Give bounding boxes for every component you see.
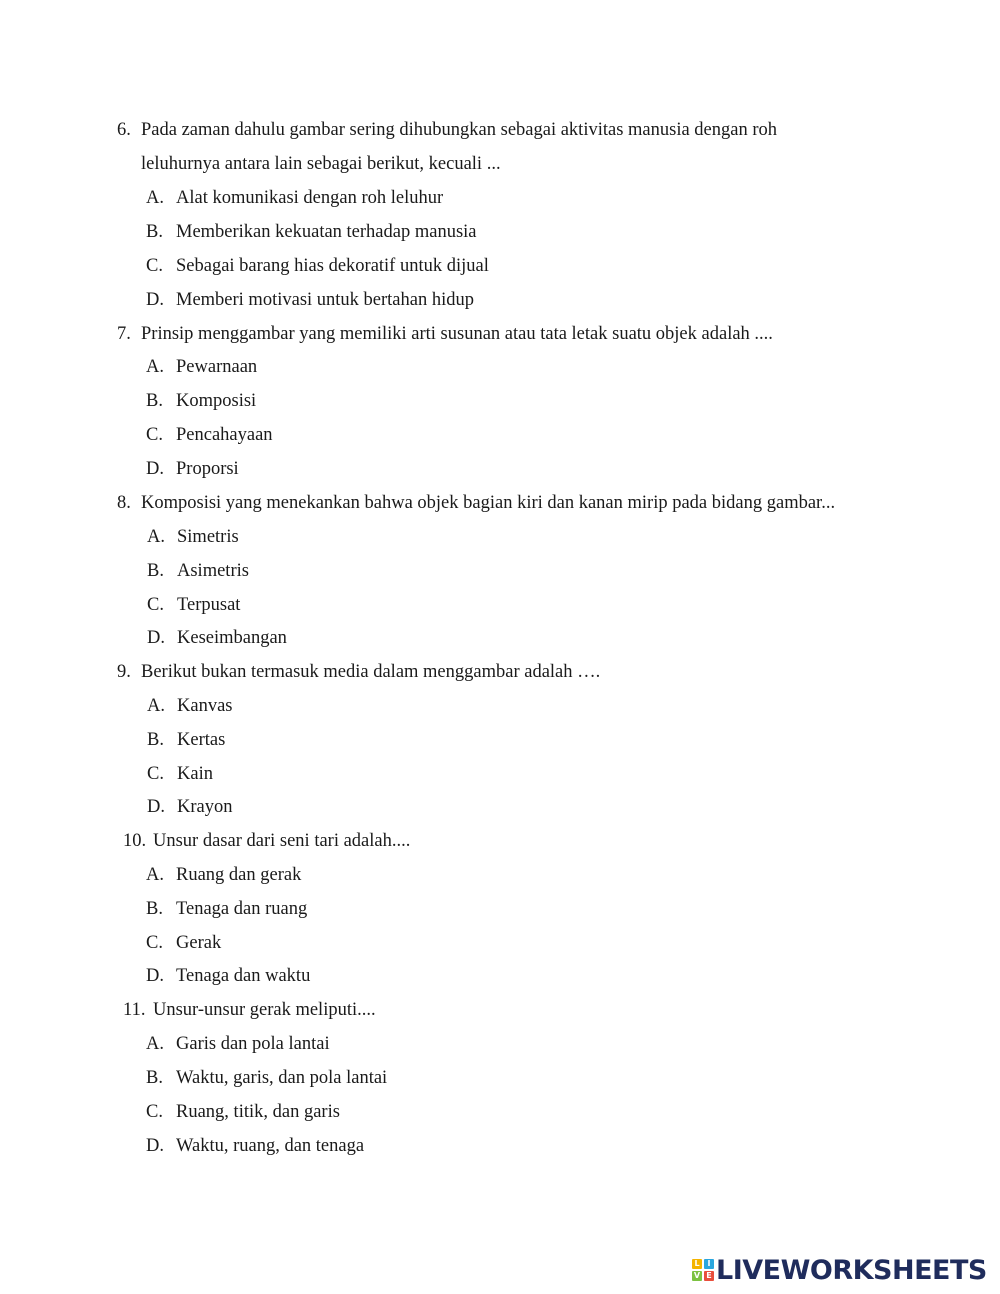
question-number: 9. xyxy=(117,662,131,682)
question-number: 6. xyxy=(117,120,131,140)
option-letter: C. xyxy=(147,764,164,784)
option-text: Keseimbangan xyxy=(177,628,287,648)
option-text: Ruang dan gerak xyxy=(176,865,302,885)
question-number: 10. xyxy=(123,831,147,851)
option-letter: A. xyxy=(146,865,164,885)
option-letter: D. xyxy=(146,1136,164,1156)
logo-grid-icon xyxy=(692,1259,714,1281)
option-10a[interactable] xyxy=(146,863,301,887)
question-10 xyxy=(123,829,410,853)
option-letter: B. xyxy=(146,222,163,242)
question-11 xyxy=(123,998,376,1022)
option-letter: B. xyxy=(146,1068,163,1088)
option-text: Ruang, titik, dan garis xyxy=(176,1102,340,1122)
option-letter: B. xyxy=(146,899,163,919)
option-text: Gerak xyxy=(176,933,222,953)
option-text: Tenaga dan ruang xyxy=(176,899,308,919)
logo-tile-e: E xyxy=(704,1271,714,1281)
option-9c[interactable] xyxy=(147,762,213,786)
option-6a[interactable] xyxy=(146,186,443,210)
option-letter: B. xyxy=(147,561,164,581)
question-9 xyxy=(117,660,600,684)
option-text: Sebagai barang hias dekoratif untuk dijual xyxy=(176,256,489,276)
option-9a[interactable] xyxy=(147,694,232,718)
option-text: Pencahayaan xyxy=(176,425,273,445)
question-text: Pada zaman dahulu gambar sering dihubungkan sebagai aktivitas manusia dengan roh xyxy=(141,120,778,140)
option-8c[interactable] xyxy=(147,593,240,617)
question-6-continuation: leluhurnya antara lain sebagai berikut, kecuali ... xyxy=(141,154,501,174)
option-text: Krayon xyxy=(177,797,233,817)
option-letter: C. xyxy=(146,933,163,953)
option-letter: D. xyxy=(147,797,165,817)
option-text: Alat komunikasi dengan roh leluhur xyxy=(176,188,444,208)
option-7b[interactable] xyxy=(146,389,256,413)
option-6d[interactable] xyxy=(146,288,474,312)
option-letter: B. xyxy=(147,730,164,750)
option-text: Garis dan pola lantai xyxy=(176,1034,330,1054)
option-8a[interactable] xyxy=(147,525,239,549)
option-text: Terpusat xyxy=(177,595,241,615)
option-letter: A. xyxy=(147,696,165,716)
option-7a[interactable] xyxy=(146,355,257,379)
option-11b[interactable] xyxy=(146,1066,387,1090)
question-text: Berikut bukan termasuk media dalam menggambar adalah …. xyxy=(141,662,601,682)
option-letter: D. xyxy=(146,290,164,310)
logo-tile-i: I xyxy=(704,1259,714,1269)
option-8d[interactable] xyxy=(147,626,287,650)
question-8 xyxy=(117,491,835,515)
option-letter: C. xyxy=(147,595,164,615)
option-letter: A. xyxy=(146,357,164,377)
option-letter: C. xyxy=(146,425,163,445)
option-9b[interactable] xyxy=(147,728,225,752)
liveworksheets-logo xyxy=(692,1254,987,1286)
question-text: Unsur dasar dari seni tari adalah.... xyxy=(153,831,411,851)
logo-tile-l: L xyxy=(692,1259,702,1269)
option-letter: C. xyxy=(146,1102,163,1122)
option-7c[interactable] xyxy=(146,423,273,447)
question-number: 11. xyxy=(123,1000,146,1020)
option-text: Komposisi xyxy=(176,391,257,411)
option-letter: A. xyxy=(147,527,165,547)
question-number: 7. xyxy=(117,324,131,344)
option-8b[interactable] xyxy=(147,559,249,583)
option-text: Memberi motivasi untuk bertahan hidup xyxy=(176,290,474,310)
logo-wordmark: LIVEWORKSHEETS xyxy=(716,1254,987,1286)
option-text: Kain xyxy=(177,764,213,784)
option-letter: C. xyxy=(146,256,163,276)
option-11c[interactable] xyxy=(146,1100,340,1124)
option-10c[interactable] xyxy=(146,931,221,955)
option-6c[interactable] xyxy=(146,254,489,278)
option-letter: D. xyxy=(146,459,164,479)
option-10d[interactable] xyxy=(146,964,310,988)
option-6b[interactable] xyxy=(146,220,477,244)
option-text: Pewarnaan xyxy=(176,357,258,377)
question-text: Prinsip menggambar yang memiliki arti susunan atau tata letak suatu objek adalah .... xyxy=(141,324,773,344)
question-7 xyxy=(117,322,773,346)
option-letter: B. xyxy=(146,391,163,411)
option-text: Proporsi xyxy=(176,459,239,479)
option-11a[interactable] xyxy=(146,1032,330,1056)
option-text: Kanvas xyxy=(177,696,233,716)
question-number: 8. xyxy=(117,493,131,513)
option-text: Waktu, garis, dan pola lantai xyxy=(176,1068,388,1088)
logo-tile-v: V xyxy=(693,1271,701,1280)
option-text: Tenaga dan waktu xyxy=(176,966,311,986)
option-text: Memberikan kekuatan terhadap manusia xyxy=(176,222,477,242)
option-11d[interactable] xyxy=(146,1134,364,1158)
option-text: Simetris xyxy=(177,527,239,547)
option-text: Kertas xyxy=(177,730,226,750)
option-text: Waktu, ruang, dan tenaga xyxy=(176,1136,365,1156)
option-letter: D. xyxy=(146,966,164,986)
option-letter: A. xyxy=(146,1034,164,1054)
option-10b[interactable] xyxy=(146,897,307,921)
option-letter: D. xyxy=(147,628,165,648)
option-letter: A. xyxy=(146,188,164,208)
option-text: Asimetris xyxy=(177,561,249,581)
option-7d[interactable] xyxy=(146,457,239,481)
question-6 xyxy=(117,118,777,142)
question-text: Unsur-unsur gerak meliputi.... xyxy=(153,1000,376,1020)
option-9d[interactable] xyxy=(147,795,232,819)
question-text: Komposisi yang menekankan bahwa objek bagian kiri dan kanan mirip pada bidang gambar... xyxy=(141,493,836,513)
